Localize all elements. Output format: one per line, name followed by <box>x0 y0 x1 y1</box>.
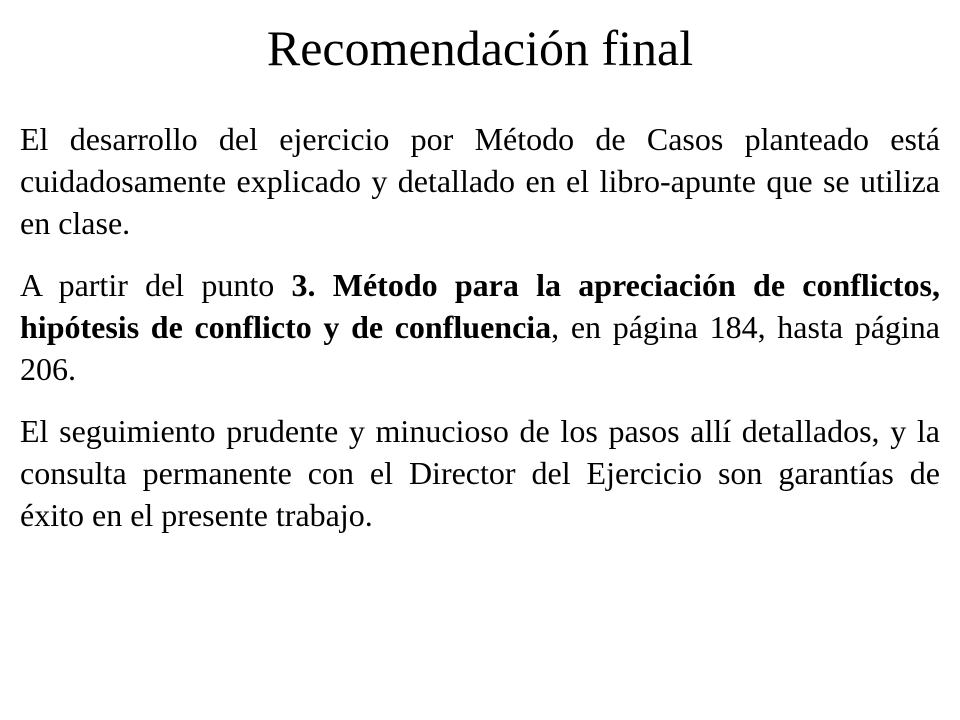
slide-title: Recomendación final <box>266 20 694 76</box>
paragraph-1: El desarrollo del ejercicio por Método de Casos planteado está cuidadosamente explicado y detallado en el libro-apunte que se utiliza en clase. <box>20 121 940 241</box>
paragraph-2-prefix: A partir del punto <box>20 267 292 303</box>
paragraph-3: El seguimiento prudente y minucioso de los pasos allí detallados, y la consulta permanente con el Director del Ejercicio son garantías de éxito en el presente trabajo. <box>20 413 940 533</box>
paragraph-2 <box>20 264 940 390</box>
paragraph-2-suffix: , en página 184, hasta página 206. <box>20 309 941 387</box>
slide-body <box>20 118 940 556</box>
paragraph-2-bold-reference: 3. Método para la apreciación de conflictos, hipótesis de conflicto y de confluencia <box>20 267 940 345</box>
